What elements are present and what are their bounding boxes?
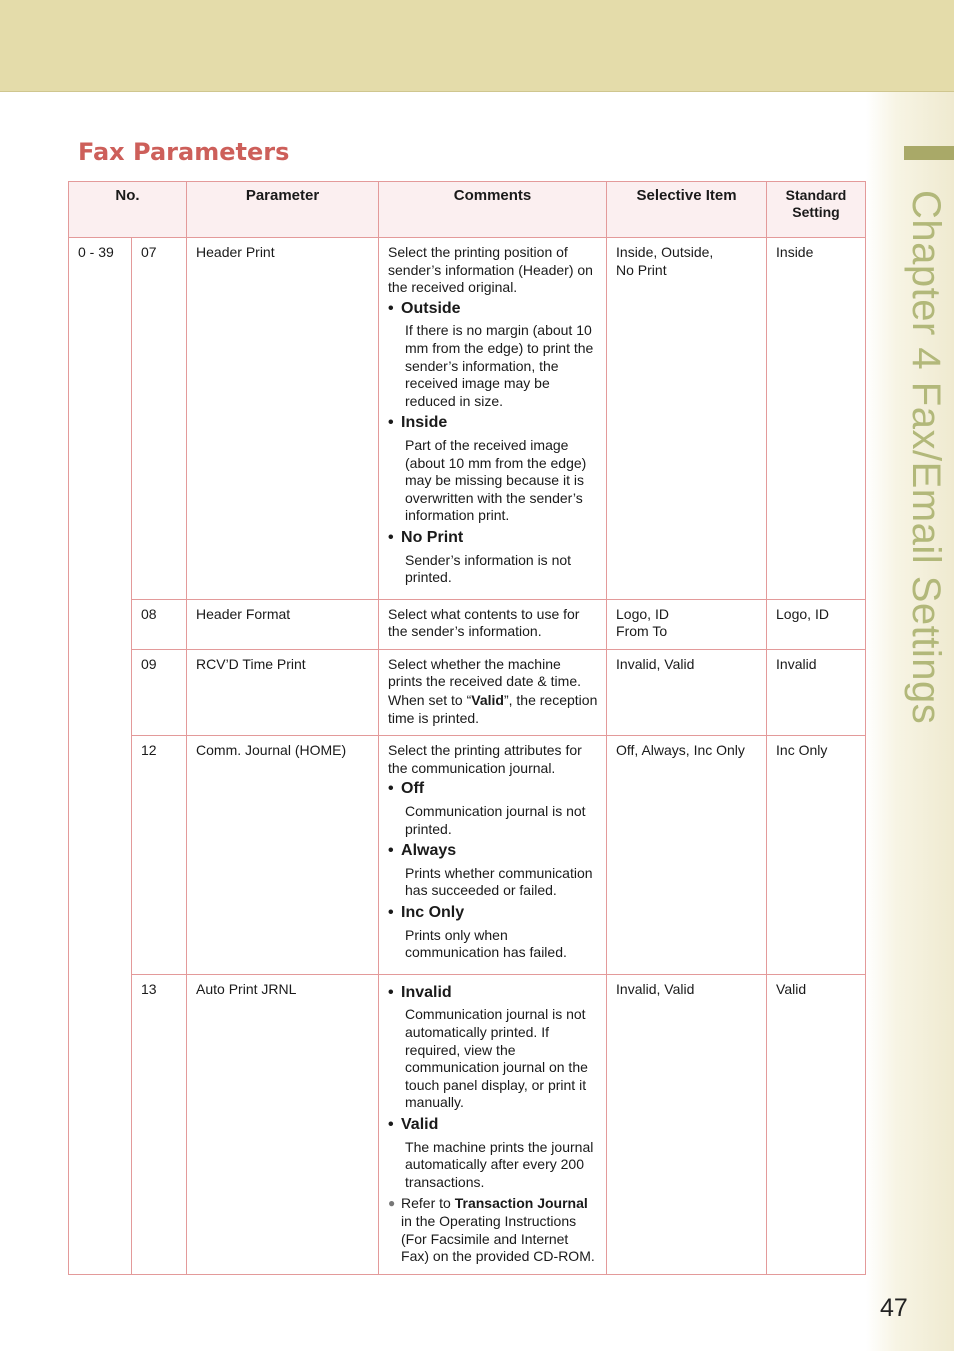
page-title: Fax Parameters bbox=[78, 138, 290, 166]
option-description: Prints only when communication has failed. bbox=[405, 926, 567, 961]
table-header-row bbox=[69, 182, 866, 238]
parameter-name: RCV’D Time Print bbox=[187, 649, 379, 735]
chapter-tab-marker bbox=[904, 146, 954, 160]
chapter-label: Chapter 4 Fax/Email Settings bbox=[904, 190, 948, 725]
option-heading: • Valid bbox=[388, 1115, 439, 1133]
option-description: Prints whether communication has succeeded or failed. bbox=[405, 864, 593, 899]
row-number: 13 bbox=[132, 974, 187, 1274]
comment-intro: Select whether the machine prints the received date & time. bbox=[388, 655, 582, 690]
reference-note bbox=[388, 1195, 598, 1265]
row-number: 07 bbox=[132, 238, 187, 600]
top-band bbox=[0, 0, 954, 92]
option-description: The machine prints the journal automatically after every 200 transactions. bbox=[405, 1138, 594, 1190]
standard-setting-cell: Valid bbox=[767, 974, 866, 1274]
option-description: Communication journal is not printed. bbox=[405, 803, 586, 837]
option-heading: • Always bbox=[388, 842, 457, 860]
row-number: 09 bbox=[132, 649, 187, 735]
option-heading: • No Print bbox=[388, 528, 464, 546]
option-description: Sender’s information is not printed. bbox=[405, 551, 572, 586]
selective-item-cell: Invalid, Valid bbox=[607, 649, 767, 735]
option-heading: • Invalid bbox=[388, 983, 452, 1001]
selective-item-cell: Invalid, Valid bbox=[607, 974, 767, 1274]
selective-item-cell: Off, Always, Inc Only bbox=[607, 736, 767, 975]
table-row bbox=[69, 974, 866, 1274]
header-selective-item: Selective Item bbox=[607, 182, 767, 238]
comments-cell bbox=[379, 649, 607, 735]
header-no: No. bbox=[69, 182, 187, 238]
option-heading: • Outside bbox=[388, 299, 461, 317]
parameter-name: Header Print bbox=[187, 238, 379, 600]
reference-text: Refer to Transaction Journal in the Operating Instructions (For Facsimile and Internet Fax) on the provided CD-ROM. bbox=[401, 1195, 595, 1265]
fax-parameters-table bbox=[68, 181, 866, 1275]
standard-setting-cell: Inside bbox=[767, 238, 866, 600]
comments-cell bbox=[379, 736, 607, 975]
row-number: 08 bbox=[132, 599, 187, 649]
option-description: Communication journal is not automatically printed. If required, view the communication journal on the touch panel display, or print it manually. bbox=[405, 1006, 588, 1111]
comments-cell bbox=[379, 974, 607, 1274]
header-standard-setting: Standard Setting bbox=[767, 182, 866, 238]
parameter-name: Auto Print JRNL bbox=[187, 974, 379, 1274]
parameter-name: Header Format bbox=[187, 599, 379, 649]
option-heading: • Off bbox=[388, 780, 425, 798]
comment-intro: Select the printing attributes for the communication journal. bbox=[388, 742, 582, 776]
table-row bbox=[69, 736, 866, 975]
comment-intro: Select the printing position of sender’s information (Header) on the received original. bbox=[388, 244, 593, 296]
standard-setting-cell: Invalid bbox=[767, 649, 866, 735]
table-row bbox=[69, 238, 866, 600]
reference-bullet-icon: ● bbox=[388, 1196, 396, 1211]
standard-setting-cell: Logo, ID bbox=[767, 599, 866, 649]
comments-cell bbox=[379, 599, 607, 649]
option-heading: • Inside bbox=[388, 414, 448, 432]
header-comments: Comments bbox=[379, 182, 607, 238]
standard-setting-cell: Inc Only bbox=[767, 736, 866, 975]
page-number: 47 bbox=[880, 1294, 908, 1322]
range-cell: 0 - 39 bbox=[69, 238, 132, 1275]
row-number: 12 bbox=[132, 736, 187, 975]
option-heading: • Inc Only bbox=[388, 904, 465, 921]
comments-cell bbox=[379, 238, 607, 600]
option-description: Part of the received image (about 10 mm from the edge) may be missing because it is overwritten with the sender’s information print. bbox=[405, 436, 587, 524]
selective-item-cell: Logo, ID From To bbox=[607, 599, 767, 649]
table-row bbox=[69, 649, 866, 735]
comment-note: When set to “Valid”, the reception time is printed. bbox=[388, 692, 598, 726]
comment-intro: Select what contents to use for the sender’s information. bbox=[388, 605, 580, 640]
selective-item-cell: Inside, Outside, No Print bbox=[607, 238, 767, 600]
header-parameter: Parameter bbox=[187, 182, 379, 238]
option-description: If there is no margin (about 10 mm from the edge) to print the sender’s information, the received image may be reduced in size. bbox=[405, 322, 594, 409]
table-row bbox=[69, 599, 866, 649]
parameter-name: Comm. Journal (HOME) bbox=[187, 736, 379, 975]
